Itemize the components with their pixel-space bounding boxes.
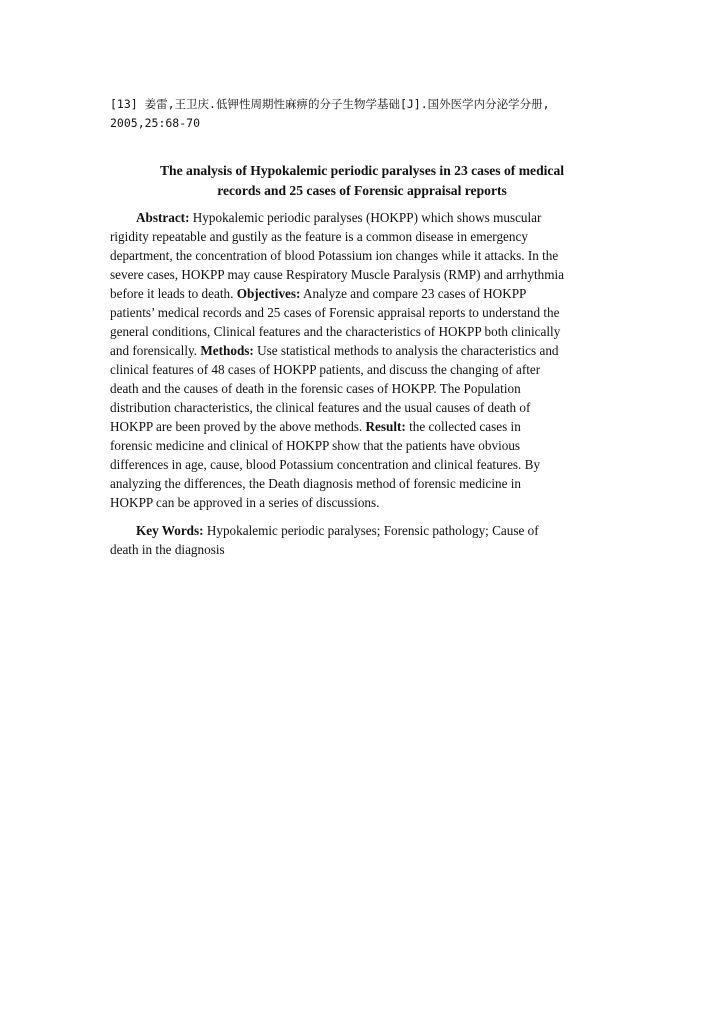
abstract-line: clinical features of 48 cases of HOKPP patients, and discuss the changing of after [110,362,541,377]
paper-title [110,161,614,201]
reference-entry [110,95,630,133]
abstract-line: distribution characteristics, the clinical features and the usual causes of death of [110,400,531,415]
abstract-paragraph [110,208,615,512]
abstract-line: rigidity repeatable and gustily as the feature is a common disease in emergency [110,229,528,244]
abstract-line: general conditions, Clinical features and the characteristics of HOKPP both clinically [110,324,561,339]
title-line-2: records and 25 cases of Forensic appraisal reports [217,183,507,198]
keywords-paragraph [110,521,615,559]
keywords-line: Key Words: Hypokalemic periodic paralyses; Forensic pathology; Cause of [136,523,539,538]
abstract-line: forensic medicine and clinical of HOKPP show that the patients have obvious [110,438,521,453]
abstract-line: and forensically. Methods: Use statistical methods to analysis the characteristics and [110,343,559,358]
reference-line-1: [13] 姜雷,王卫庆.低钾性周期性麻痹的分子生物学基础[J].国外医学内分泌学分册, [110,97,550,111]
abstract-line: patients’ medical records and 25 cases of Forensic appraisal reports to understand the [110,305,560,320]
objectives-label: Objectives: [236,286,301,301]
abstract-line: Abstract: Hypokalemic periodic paralyses (HOKPP) which shows muscular [136,210,542,225]
abstract-line: severe cases, HOKPP may cause Respiratory Muscle Paralysis (RMP) and arrhythmia [110,267,565,282]
abstract-line: before it leads to death. Objectives: Analyze and compare 23 cases of HOKPP [110,286,527,301]
abstract-line: differences in age, cause, blood Potassium concentration and clinical features. By [110,457,541,472]
abstract-line: HOKPP are been proved by the above methods. Result: the collected cases in [110,419,521,434]
abstract-line: analyzing the differences, the Death diagnosis method of forensic medicine in [110,476,521,491]
abstract-line: department, the concentration of blood Potassium ion changes while it attacks. In the [110,248,559,263]
keywords-label: Key Words: [136,523,204,538]
title-line-1: The analysis of Hypokalemic periodic paralyses in 23 cases of medical [159,163,565,178]
abstract-line: death and the causes of death in the forensic cases of HOKPP. The Population [110,381,521,396]
keywords-line: death in the diagnosis [110,542,225,557]
abstract-label: Abstract: [136,210,190,225]
result-label: Result: [365,419,406,434]
methods-label: Methods: [200,343,254,358]
reference-line-2: 2005,25:68-70 [110,116,201,130]
abstract-line: HOKPP can be approved in a series of discussions. [110,495,380,510]
